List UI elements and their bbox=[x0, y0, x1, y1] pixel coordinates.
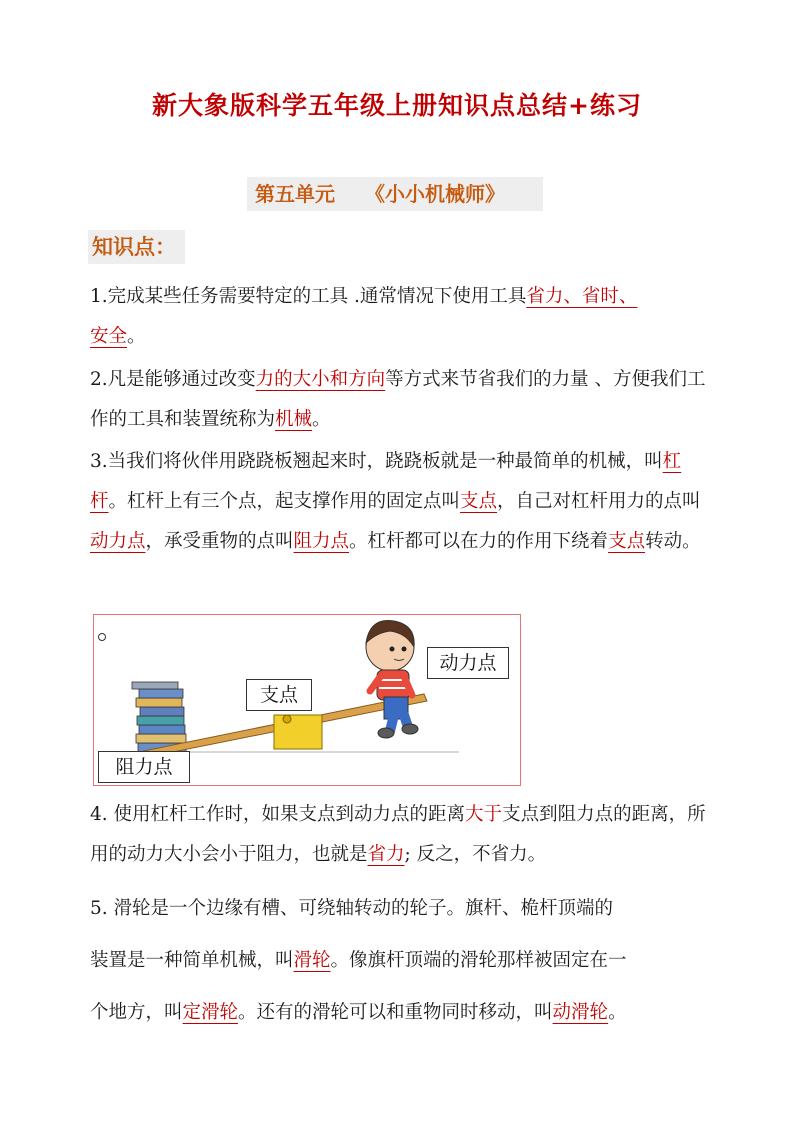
key-term: 大于 bbox=[465, 804, 503, 825]
point-text: 。还有的滑轮可以和重物同时移动，叫 bbox=[238, 1002, 553, 1023]
point-4 bbox=[90, 795, 720, 875]
load-point-label: 阻力点 bbox=[98, 751, 190, 783]
unit-number: 第五单元 bbox=[255, 182, 335, 206]
point-text: ，承受重物的点叫 bbox=[145, 531, 294, 552]
page-title: 新大象版科学五年级上册知识点总结+练习 bbox=[152, 91, 642, 120]
point-text: 。 bbox=[608, 1002, 627, 1023]
answer-blank: 定滑轮 bbox=[182, 1002, 239, 1023]
answer-blank: 动力点 bbox=[90, 531, 146, 552]
point-2 bbox=[90, 360, 710, 440]
point-text: 。 bbox=[312, 409, 331, 430]
section-label: 知识点： bbox=[88, 230, 185, 264]
answer-blank: 安全 bbox=[90, 326, 128, 347]
answer-blank: 省力 bbox=[367, 844, 405, 865]
point-5 bbox=[90, 883, 750, 1039]
point-text: 2.凡是能够通过改变 bbox=[90, 369, 256, 390]
point-text: 3.当我们将伙伴用跷跷板翘起来时，跷跷板就是一种最简单的机械，叫 bbox=[90, 451, 663, 472]
books-stack bbox=[132, 682, 186, 752]
answer-blank: 支点 bbox=[460, 491, 498, 512]
answer-blank: 阻力点 bbox=[293, 531, 350, 552]
point-text: 。像旗杆顶端的滑轮那样被固定在一 bbox=[330, 950, 627, 971]
point-text: 装置是一种简单机械，叫 bbox=[90, 950, 294, 971]
point-text: 。杠杆上有三个点，起支撑作用的固定点叫 bbox=[108, 491, 461, 512]
effort-point-label: 动力点 bbox=[427, 647, 509, 679]
answer-blank: 机械 bbox=[275, 409, 313, 430]
point-text: 。杠杆都可以在力的作用下绕着 bbox=[349, 531, 609, 552]
boy-figure bbox=[366, 620, 418, 738]
answer-blank: 动滑轮 bbox=[552, 1002, 609, 1023]
point-text: 4. 使用杠杆工作时，如果支点到动力点的距离 bbox=[90, 804, 466, 825]
answer-blank: 省力、省时、 bbox=[526, 286, 638, 307]
answer-blank: 杠杆 bbox=[90, 451, 682, 512]
unit-name: 《小小机械师》 bbox=[365, 182, 505, 206]
point-1 bbox=[90, 277, 730, 357]
point-3 bbox=[90, 442, 710, 562]
point-text: 1.完成某些任务需要特定的工具 .通常情况下使用工具 bbox=[90, 286, 527, 307]
answer-blank: 力的大小和方向 bbox=[255, 369, 386, 390]
lever-figure bbox=[93, 614, 521, 786]
point-text: ; 反之，不省力。 bbox=[404, 844, 547, 865]
answer-blank: 支点 bbox=[608, 531, 646, 552]
point-text: 等方式来节省我们的力量 、方便我们工作的工具和装置统称为 bbox=[90, 369, 706, 430]
point-text: 转动。 bbox=[645, 531, 701, 552]
unit-heading bbox=[247, 177, 543, 211]
point-text: 5. 滑轮是一个边缘有槽、可绕轴转动的轮子。旗杆、桅杆顶端的 bbox=[90, 898, 614, 919]
point-text: ，自己对杠杆用力的点叫 bbox=[497, 491, 701, 512]
point-text: 。 bbox=[127, 326, 146, 347]
answer-blank: 滑轮 bbox=[293, 950, 331, 971]
point-text: 支点到阻力点的距离，所用的动力大小会小于阻力，也就是 bbox=[90, 804, 706, 865]
point-text: 个地方，叫 bbox=[90, 1002, 183, 1023]
fulcrum-label: 支点 bbox=[246, 679, 312, 711]
